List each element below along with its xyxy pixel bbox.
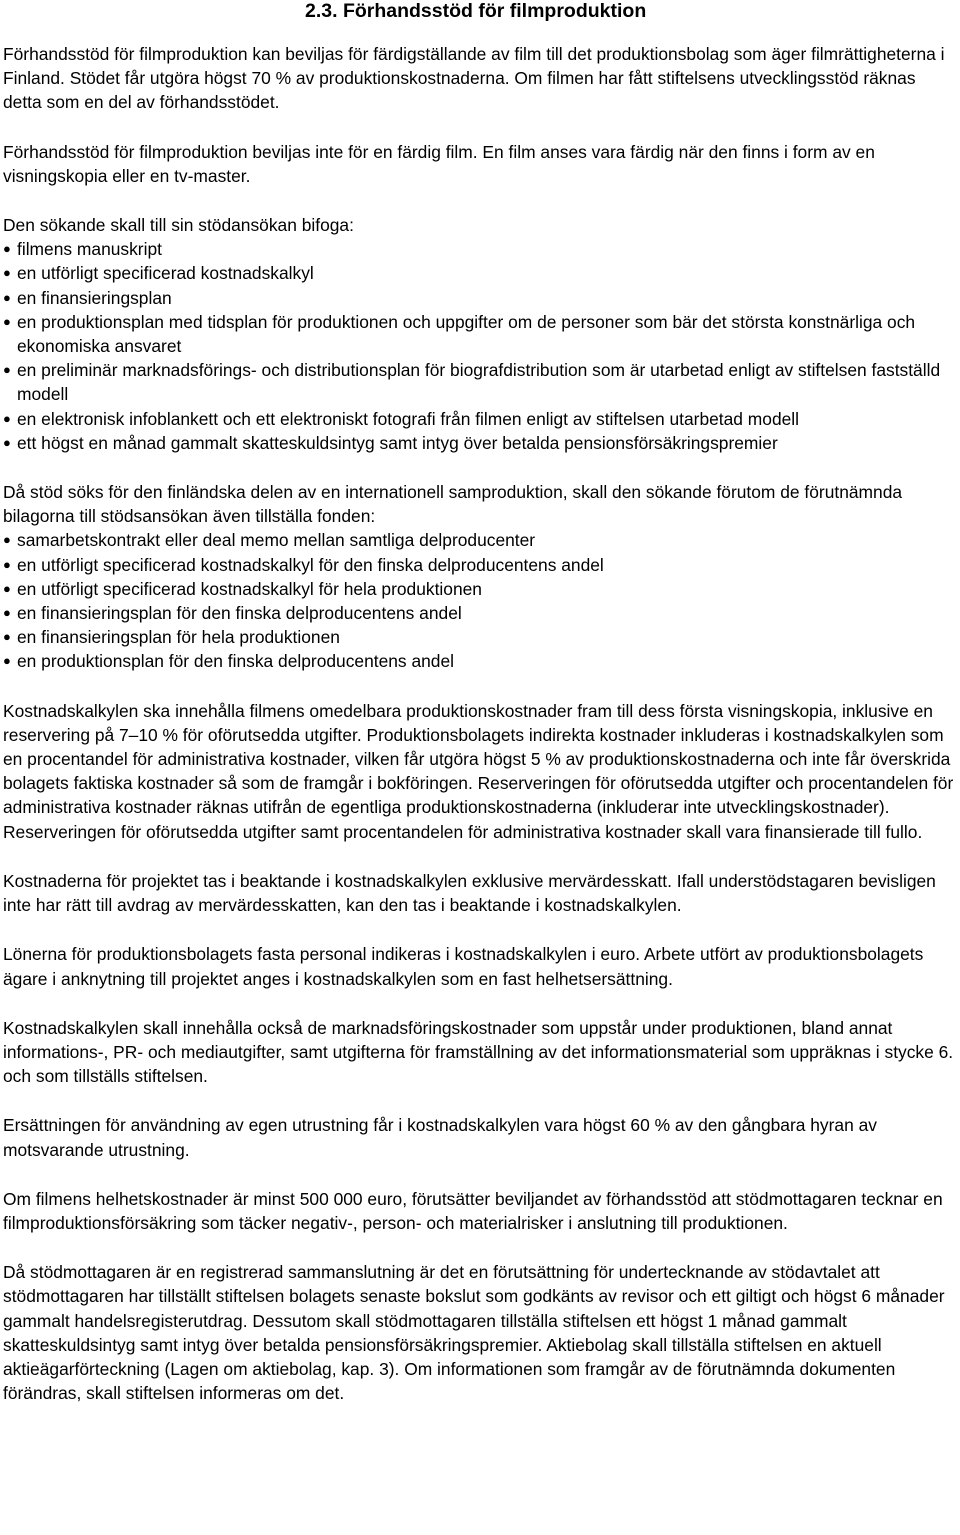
bullet-icon: ● <box>3 289 11 305</box>
bullet-icon: ● <box>3 556 11 572</box>
paragraph-insurance: Om filmens helhetskostnader är minst 500 000 euro, förutsätter beviljandet av förhandsstöd att stödmottagaren tecknar en filmproduktionsförsäkring som täcker negativ-, person- och materialrisker i anslutning till produktionen. <box>3 1188 943 1233</box>
list-item <box>3 310 956 358</box>
list-item <box>3 577 956 601</box>
coproduction-attachments-list <box>3 528 956 673</box>
list-item-text: en finansieringsplan för den finska delproducentens andel <box>17 603 462 624</box>
bullet-icon: ● <box>3 410 11 426</box>
list-item-text: en utförligt specificerad kostnadskalkyl för hela produktionen <box>17 578 482 599</box>
attachments-list <box>3 237 956 455</box>
list-item-text: en produktionsplan med tidsplan för produktionen och uppgifter om de personer som bär det största konstnärliga och ekonomiska ansvaret <box>17 311 916 357</box>
list-item-text: samarbetskontrakt eller deal memo mellan samtliga delproducenter <box>17 530 536 551</box>
list-item <box>3 553 956 577</box>
list-item <box>3 358 956 406</box>
bullet-icon: ● <box>3 241 11 257</box>
bullet-icon: ● <box>3 265 11 281</box>
bullet-icon: ● <box>3 362 11 378</box>
list-item <box>3 407 956 431</box>
list-item <box>3 237 956 261</box>
paragraph-marketing-costs: Kostnadskalkylen skall innehålla också de marknadsföringskostnader som uppstår under produktionen, bland annat informations-, PR- och mediautgifter, samt utgifterna för framställning av det informationsmaterial som uppräknas i stycke 6. och som tillställs stiftelsen. <box>3 1017 954 1087</box>
list-item-text: filmens manuskript <box>17 239 162 260</box>
paragraph-salaries: Lönerna för produktionsbolagets fasta personal indikeras i kostnadskalkylen i euro. Arbete utfört av produktionsbolagets ägare i anknytning till projektet anges i kostnadskalkylen som en fast helhetsersättning. <box>3 944 924 989</box>
list-item <box>3 528 956 552</box>
bullet-icon: ● <box>3 629 11 645</box>
list-item-text: en utförligt specificerad kostnadskalkyl för den finska delproducentens andel <box>17 554 604 575</box>
list-item-text: ett högst en månad gammalt skatteskuldsintyg samt intyg över betalda pensionsförsäkringspremier <box>17 432 778 453</box>
paragraph-coproduction-intro: Då stöd söks för den finländska delen av en internationell samproduktion, skall den sökande förutom de förutnämnda bilagorna till stödsansökan även tillställa fonden: <box>3 482 903 527</box>
paragraph-attachments-intro: Den sökande skall till sin stödansökan bifoga: <box>3 215 354 236</box>
bullet-icon: ● <box>3 434 11 450</box>
bullet-icon: ● <box>3 313 11 329</box>
bullet-icon: ● <box>3 653 11 669</box>
bullet-icon: ● <box>3 605 11 621</box>
list-item-text: en finansieringsplan <box>17 287 172 308</box>
list-item <box>3 261 956 285</box>
list-item-text: en elektronisk infoblankett och ett elektroniskt fotografi från filmen enligt av stiftelsen utarbetad modell <box>17 408 800 429</box>
list-item <box>3 601 956 625</box>
list-item <box>3 431 956 455</box>
paragraph-eligibility: Förhandsstöd för filmproduktion kan beviljas för färdigställande av film till det produktionsbolag som äger filmrättigheterna i Finland. Stödet får utgöra högst 70 % av produktionskostnaderna. Om filmen har fått stiftelsens utvecklingsstöd räknas detta som en del av förhandsstödet. <box>3 44 945 113</box>
section-heading: 2.3. Förhandsstöd för filmproduktion <box>305 0 647 22</box>
paragraph-finished-film: Förhandsstöd för filmproduktion beviljas inte för en färdig film. En film anses vara färdig när den finns i form av en visningskopia eller en tv-master. <box>3 141 875 186</box>
paragraph-own-equipment: Ersättningen för användning av egen utrustning får i kostnadskalkylen vara högst 60 % av den gångbara hyran av motsvarande utrustning. <box>3 1115 877 1160</box>
bullet-icon: ● <box>3 580 11 596</box>
list-item-text: en finansieringsplan för hela produktionen <box>17 627 340 648</box>
list-item <box>3 286 956 310</box>
paragraph-vat: Kostnaderna för projektet tas i beaktande i kostnadskalkylen exklusive mervärdesskatt. Ifall understödstagaren bevisligen inte har rätt till avdrag av mervärdesskatten, kan den tas i beaktande i kostnadskalkylen. <box>3 870 936 916</box>
list-item-text: en preliminär marknadsförings- och distributionsplan för biografdistribution som är utarbetad enligt av stiftelsen fastställd modell <box>17 360 941 405</box>
list-item <box>3 625 956 649</box>
list-item <box>3 649 956 673</box>
list-item-text: en utförligt specificerad kostnadskalkyl <box>17 263 314 284</box>
bullet-icon: ● <box>3 532 11 548</box>
list-item-text: en produktionsplan för den finska delproducentens andel <box>17 651 455 672</box>
paragraph-registered-entity: Då stödmottagaren är en registrerad sammanslutning är det en förutsättning för undertecknande av stödavtalet att stödmottagaren har tillställt stiftelsen bolagets senaste bokslut som godkänts av revisor och ett giltigt och högst 6 månader gammalt handelsregisterutdrag. Dessutom skall stödmottagaren tillställa stiftelsen ett högst 1 månad gammalt skatteskuldsintyg samt intyg över betalda pensionsförsäkringspremier. Aktiebolag skall tillställa stiftelsen en aktuell aktieägarförteckning (Lagen om aktiebolag, kap. 3). Om informationen som framgår av de förutnämnda dokumenten förändras, skall stiftelsen informeras om det. <box>3 1262 945 1404</box>
paragraph-cost-calculation: Kostnadskalkylen ska innehålla filmens omedelbara produktionskostnader fram till dess första visningskopia, inklusive en reservering på 7–10 % för oförutsedda utgifter. Produktionsbolagets indirekta kostnader inkluderas i kostnadskalkylen som en procentandel för administrativa kostnader, vilken får utgöra högst 5 % av produktionskostnaderna och inte får överskrida bolagets faktiska kostnader så som de framgår i bokföringen. Reserveringen för oförutsedda utgifter och procentandelen för administrativa kostnader räknas utifrån de egentliga produktionskostnaderna (inkluderar inte utvecklingskostnader). Reserveringen för oförutsedda utgifter samt procentandelen för administrativa kostnader skall vara finansierade till fullo. <box>3 700 954 842</box>
